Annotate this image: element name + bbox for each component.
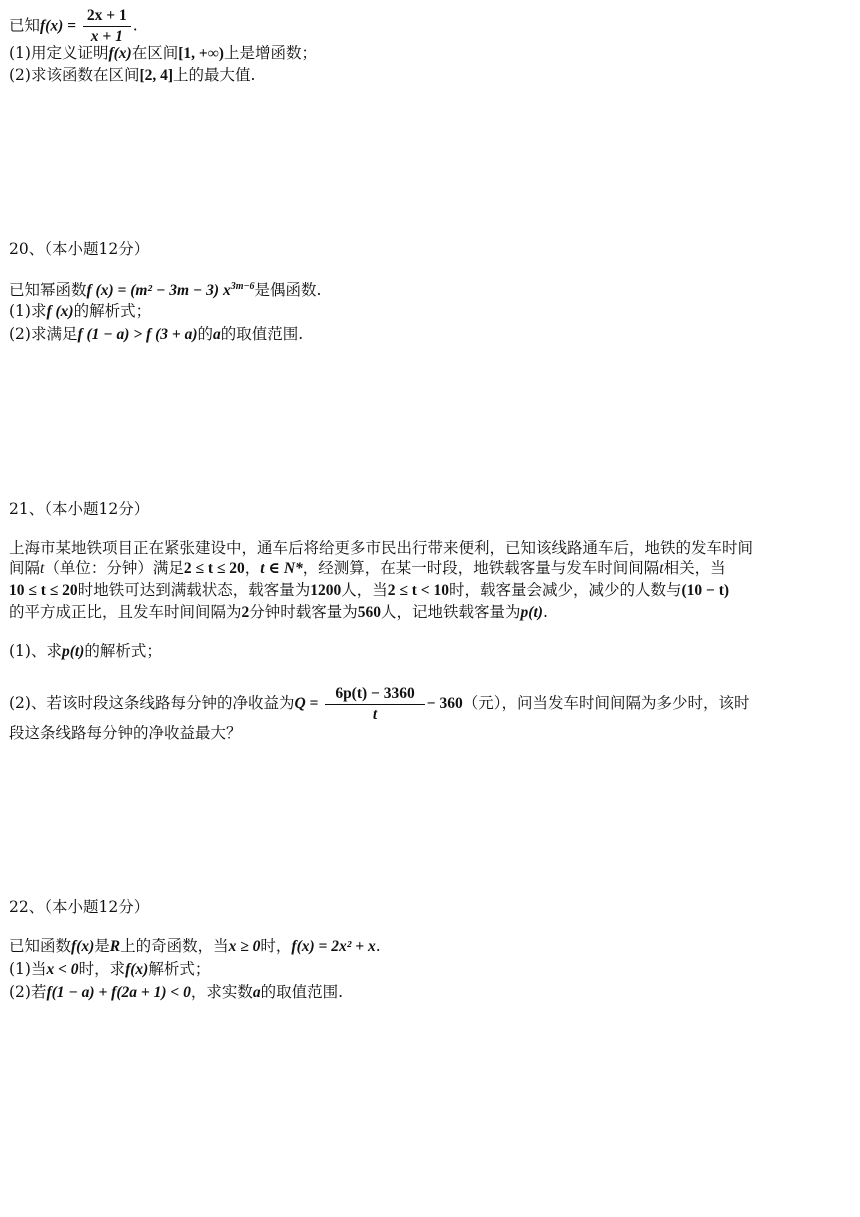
- q22-statement: 已知函数f(x)是R上的奇函数，当x ≥ 0时，f(x) = 2x² + x.: [9, 937, 381, 955]
- q21-para-line4: 的平方成正比，且发车时间间隔为2分钟时载客量为560人，记地铁载客量为p(t).: [9, 603, 548, 621]
- q19-frac-denominator: x + 1: [90, 28, 123, 45]
- q21-para-line3: 10 ≤ t ≤ 20时地铁可达到满载状态，载客量为1200人，当2 ≤ t < 10时，载客量会减少，减少的人数与(10 − t): [9, 581, 730, 599]
- q21-frac-numerator: 6p(t) − 3360: [325, 684, 424, 705]
- q21-para-line1: 上海市某地铁项目正在紧张建设中，通车后将给更多市民出行带来便利，已知该线路通车后，地铁的发车时间: [9, 539, 754, 557]
- q21-part1: (1)、求p(t)的解析式；: [9, 642, 162, 660]
- q21-part2-cont: 段这条线路每分钟的净收益最大？: [9, 724, 242, 742]
- q21-part2: (2)、若该时段这条线路每分钟的净收益为Q = $\frac{6p(t) - 3360}{t}$ − 360（元），问当发车时间间隔为多少时，该时: [9, 684, 750, 723]
- q20-statement: 已知幂函数f (x) = (m² − 3m − 3) $x^{3m-6}$是偶函数.: [9, 281, 322, 300]
- q21-fraction: [325, 684, 424, 725]
- q19-part2: (2)求该函数在区间[2, 4]上的最大值.: [9, 66, 256, 84]
- q20-part1: (1)求f (x)的解析式；: [9, 302, 152, 320]
- q19-part1: (1)用定义证明f(x)在区间[1, +∞)上是增函数；: [9, 44, 317, 62]
- q19-frac-numerator: 2x + 1: [83, 6, 131, 27]
- q22-header: 22、（本小题12分）: [9, 898, 150, 916]
- q19-fx: f(x) =: [40, 17, 76, 35]
- q22-part2: (2)若f(1 − a) + f(2a + 1) < 0，求实数a的取值范围.: [9, 983, 344, 1001]
- q21-frac-denominator: t: [372, 705, 378, 723]
- q20-part2: (2)求满足f (1 − a) > f (3 + a)的a的取值范围.: [9, 325, 304, 343]
- q21-header: 21、（本小题12分）: [9, 500, 150, 518]
- q22-part1: (1)当x < 0时，求f(x)解析式；: [9, 960, 211, 978]
- q20-header: 20、（本小题12分）: [9, 240, 150, 258]
- q21-para-line2: 间隔t（单位：分钟）满足2 ≤ t ≤ 20，t ∈ N*，经测算，在某一时段，地铁载客量与发车时间间隔t相关，当: [9, 559, 726, 577]
- q19-fraction: [83, 6, 131, 47]
- q19-statement: 已知f(x) = $\frac{2x + 1}{x + 1}$ .: [9, 7, 138, 45]
